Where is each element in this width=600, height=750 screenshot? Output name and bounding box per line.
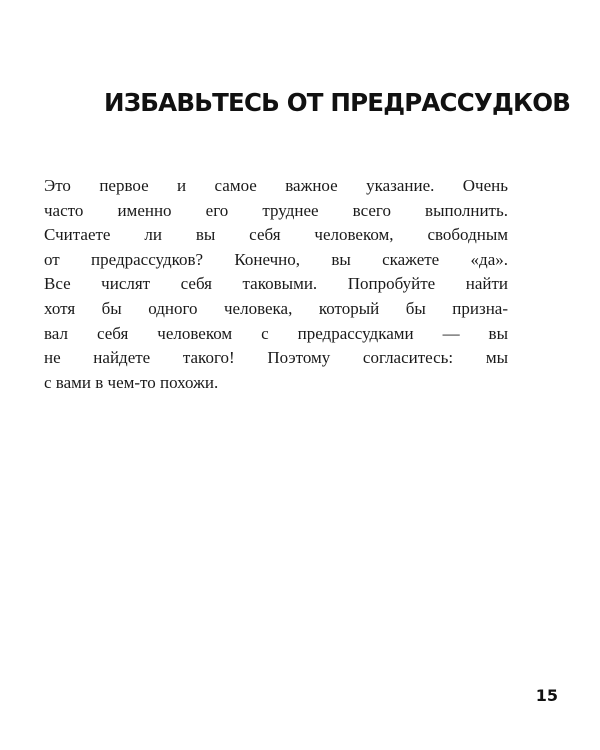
paragraph-line: Считаете ли вы себя человеком, свободным (44, 225, 508, 245)
paragraph-line: вал себя человеком с предрассудками — вы (44, 323, 508, 343)
body-paragraph (44, 174, 508, 395)
paragraph-line: не найдете такого! Поэтому согласитесь: мы (44, 348, 508, 368)
paragraph-line: Все числят себя таковыми. Попробуйте найти (44, 274, 508, 294)
paragraph-line: с вами в чем-то похожи. (44, 372, 219, 392)
page-number: 15 (535, 686, 558, 705)
chapter-heading: ИЗБАВЬТЕСЬ ОТ ПРЕДРАССУДКОВ (104, 88, 571, 117)
paragraph-line: хотя бы одного человека, который бы призна- (44, 298, 508, 318)
paragraph-line: Это первое и самое важное указание. Очень (44, 176, 508, 195)
paragraph-line: часто именно его труднее всего выполнить. (44, 200, 508, 220)
paragraph-line: от предрассудков? Конечно, вы скажете «да». (44, 249, 508, 269)
